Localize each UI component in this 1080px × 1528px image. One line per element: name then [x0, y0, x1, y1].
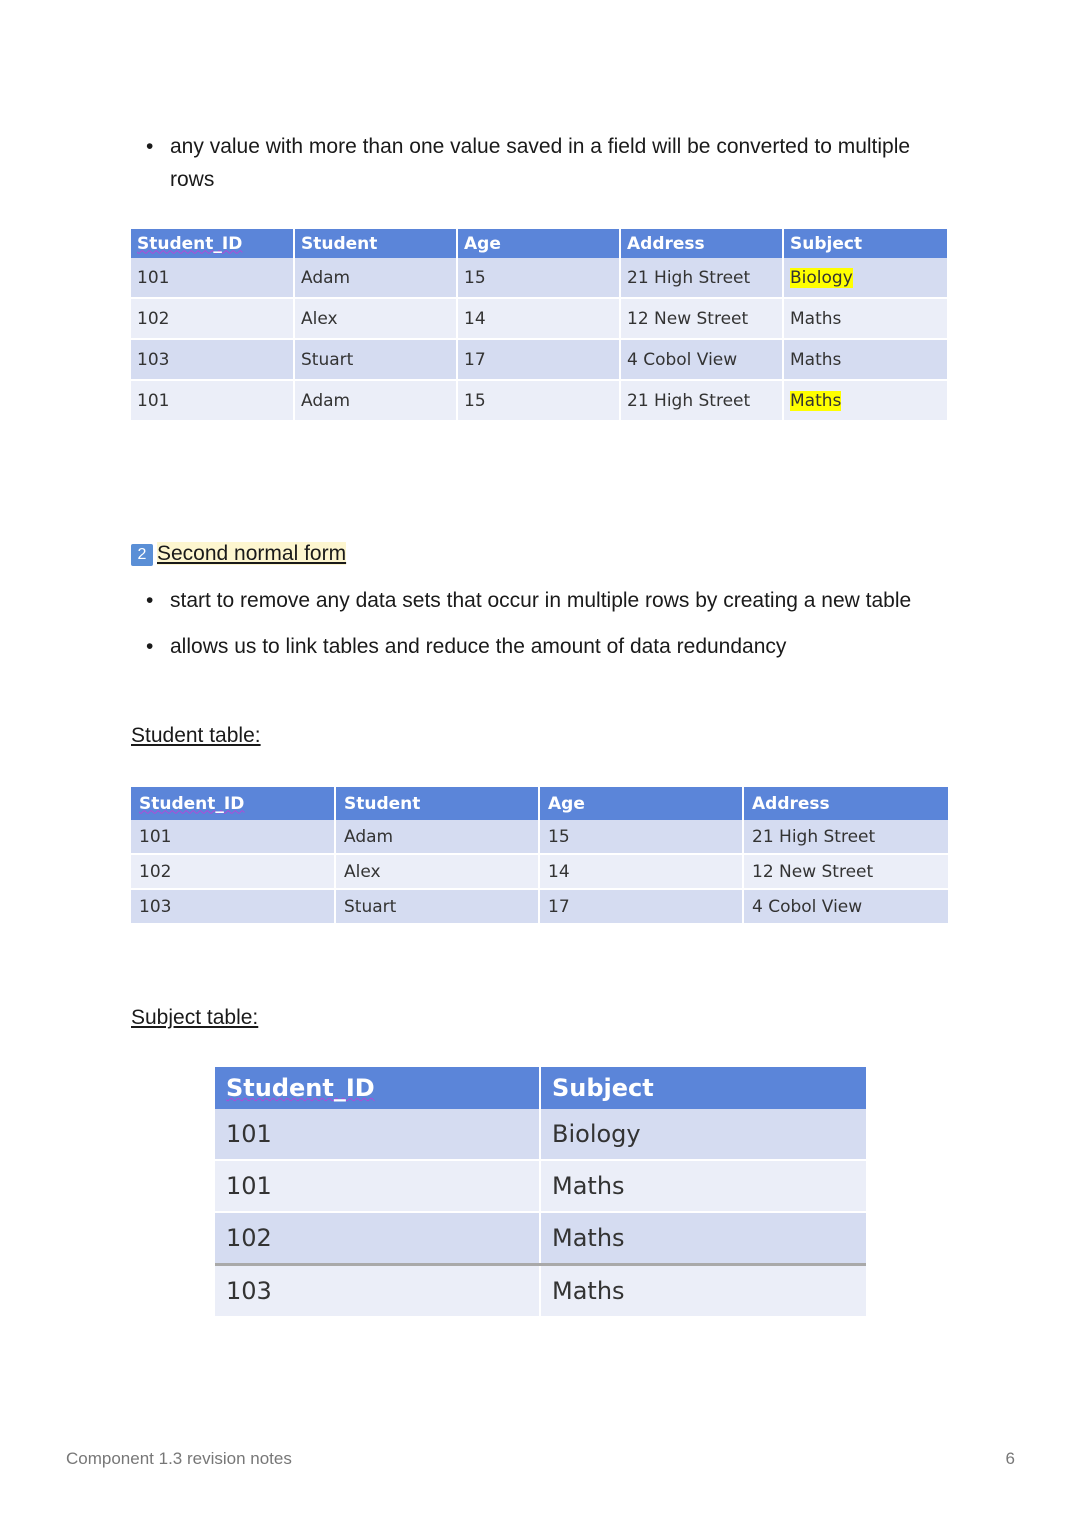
table-cell: 103 [131, 889, 335, 924]
table-cell: 103 [131, 339, 294, 380]
table-cell: 102 [131, 298, 294, 339]
table-cell: 21 High Street [620, 258, 783, 298]
table-cell: Maths [783, 298, 947, 339]
table-cell: 103 [215, 1265, 540, 1318]
table-header-row [215, 1067, 866, 1109]
bullet-text: allows us to link tables and reduce the amount of data redundancy [170, 635, 787, 658]
highlighted-subject: Maths [790, 390, 842, 411]
table-row [131, 889, 948, 924]
footer-title: Component 1.3 revision notes [66, 1449, 292, 1468]
table-row [215, 1160, 866, 1212]
highlighted-subject: Biology [790, 267, 853, 288]
column-header: Age [457, 229, 620, 258]
table-cell: Biology [540, 1109, 866, 1160]
table-cell: 21 High Street [743, 820, 948, 854]
section-title: Second normal form [157, 542, 347, 565]
table-cell: Stuart [335, 889, 539, 924]
table-cell: 101 [131, 258, 294, 298]
table-cell [783, 258, 947, 298]
table-cell: Maths [540, 1265, 866, 1318]
student-table-label: Student table: [131, 724, 261, 747]
table-cell: 12 New Street [620, 298, 783, 339]
bullet-dot: • [146, 135, 154, 158]
table-cell: 4 Cobol View [743, 889, 948, 924]
table-cell: 101 [215, 1160, 540, 1212]
table-cell: Maths [540, 1160, 866, 1212]
table-row [131, 380, 947, 421]
table-cell: 21 High Street [620, 380, 783, 421]
table-cell: 101 [215, 1109, 540, 1160]
first-normal-form-table [131, 229, 947, 422]
table-row [131, 854, 948, 889]
number-two-icon: 2 [131, 544, 153, 566]
table-cell: 15 [457, 258, 620, 298]
table-cell: 102 [131, 854, 335, 889]
table-cell: 4 Cobol View [620, 339, 783, 380]
column-header: Subject [783, 229, 947, 258]
column-header: Student_ID [131, 229, 294, 258]
table-cell: Adam [294, 258, 457, 298]
column-header: Address [620, 229, 783, 258]
table-cell: Adam [294, 380, 457, 421]
table-cell: Maths [540, 1212, 866, 1265]
table-cell: 15 [539, 820, 743, 854]
table-cell: 102 [215, 1212, 540, 1265]
column-header: Age [539, 787, 743, 820]
bullet-dot: • [146, 635, 154, 658]
column-header: Student [335, 787, 539, 820]
table-cell: Alex [335, 854, 539, 889]
table-header-row [131, 787, 948, 820]
bullet-text: start to remove any data sets that occur in multiple rows by creating a new table [170, 589, 912, 612]
table-row [215, 1265, 866, 1318]
table-row [215, 1212, 866, 1265]
table-row [131, 820, 948, 854]
table-row [215, 1109, 866, 1160]
table-row [131, 339, 947, 380]
table-cell: 14 [539, 854, 743, 889]
table-cell: Stuart [294, 339, 457, 380]
page-number: 6 [1005, 1449, 1015, 1468]
bullet-dot: • [146, 589, 154, 612]
table-cell: 15 [457, 380, 620, 421]
table-cell: 101 [131, 380, 294, 421]
section-heading [131, 542, 346, 566]
table-cell [783, 380, 947, 421]
table-header-row [131, 229, 947, 258]
table-cell: 14 [457, 298, 620, 339]
bullet-text: any value with more than one value saved in a field will be converted to multiple rows [170, 135, 911, 191]
column-header: Student_ID [215, 1067, 540, 1109]
table-cell: Adam [335, 820, 539, 854]
student-table [131, 787, 948, 925]
column-header: Student [294, 229, 457, 258]
column-header: Address [743, 787, 948, 820]
column-header: Subject [540, 1067, 866, 1109]
table-cell: Maths [783, 339, 947, 380]
table-cell: 101 [131, 820, 335, 854]
table-cell: Alex [294, 298, 457, 339]
table-cell: 12 New Street [743, 854, 948, 889]
table-cell: 17 [457, 339, 620, 380]
table-row [131, 258, 947, 298]
table-cell: 17 [539, 889, 743, 924]
subject-table [215, 1067, 866, 1318]
subject-table-label: Subject table: [131, 1006, 259, 1029]
column-header: Student_ID [131, 787, 335, 820]
table-row [131, 298, 947, 339]
